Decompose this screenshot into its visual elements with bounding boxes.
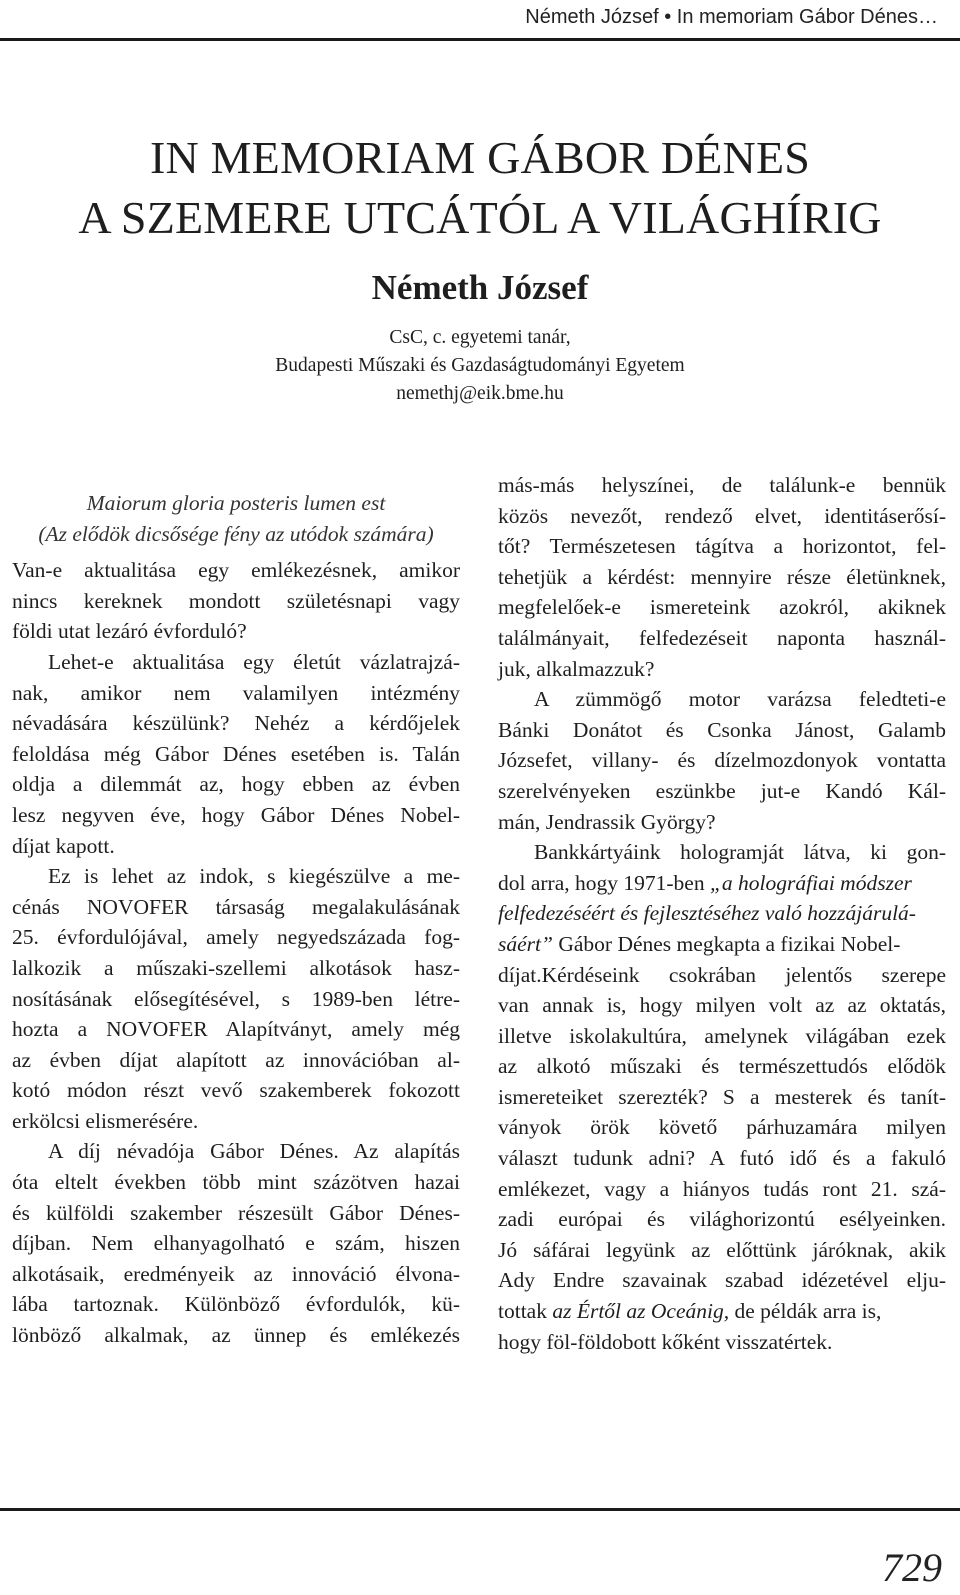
text-line: lesz negyven éve, hogy Gábor Dénes Nobel- [12,802,460,827]
text-line [498,929,946,960]
text-line: van annak is, hogy milyen volt az az oktatás, [498,993,946,1018]
page-number: 729 [882,1545,942,1590]
text-line: Jó sáfárai legyünk az előttünk járóknak, akik [498,1237,946,1262]
text-span: de példák arra is, [734,1299,882,1324]
text-line: földi utat lezáró évforduló? [12,619,247,644]
left-column [12,470,460,1351]
text-line: mán, Jendrassik György? [498,809,716,834]
text-line: díjat kapott. [12,833,115,858]
text-line: zadi európai és világhorizontú esélyeinken. [498,1207,946,1232]
text-line: találmányait, felfedezéseit naponta használ- [498,625,946,650]
author-name: Németh József [371,268,589,307]
text-line [498,1296,946,1327]
text-line: Ady Endre szavainak szabad idézetével elju- [498,1268,946,1293]
affiliation-degree: CsC, c. egyetemi tanár, [389,327,571,348]
text-line: Józsefet, villany- és dízelmozdonyok vontatta [498,748,946,773]
motto-translation: (Az elődök dicsősége fény az utódok számára) [38,521,434,546]
text-line: nak, amikor nem valamilyen intézmény [12,680,460,705]
text-line: névadására készülünk? Nehéz a kérdőjelek [12,711,460,736]
text-line: tőt? Természetesen tágítva a horizontot, fel- [498,534,946,559]
quote-italic: sáért” [498,931,553,956]
text-span: dol arra, hogy 1971-ben [498,870,705,895]
text-line: más-más helyszínei, de találunk-e bennük [498,473,946,497]
motto [12,488,460,549]
text-line: ismereteiket szerezték? S a mesterek és tanít- [498,1084,946,1109]
quote-italic: „a holográfiai módszer [709,870,912,895]
affiliation-university: Budapesti Műszaki és Gazdaságtudományi Egyetem [275,355,685,376]
text-line: lalkozik a műszaki-szellemi alkotások hasz- [12,955,460,980]
text-line [498,868,946,899]
text-line: óta eltelt években több mint százötven hazai [12,1170,460,1195]
text-line: erkölcsi elismerésére. [12,1108,199,1133]
text-line: díjban. Nem elhanyagolható e szám, hiszen [12,1231,460,1256]
motto-latin: Maiorum gloria posteris lumen est [86,491,386,515]
text-line: díjat.Kérdéseink csokrában jelentős szerepe [498,962,946,987]
text-line: A zümmögő motor varázsa feledteti-e [534,687,946,712]
text-line: hogy föl-földobott kőként visszatértek. [498,1329,833,1354]
text-line: közös nevezőt, rendező elvet, identitáserősí- [498,503,946,528]
text-line: lönböző alkalmak, az ünnep és emlékezés [12,1323,460,1348]
bottom-rule [0,1508,960,1511]
text-line: Bánki Donátot és Csonka Jánost, Galamb [498,717,946,742]
text-line: az évben díjat alapított az innovációban al- [12,1047,460,1072]
text-line: és külföldi szakember részesült Gábor Dénes- [12,1200,460,1225]
text-span: tottak [498,1299,547,1324]
text-line: választ tudunk adni? A futó idő és a fakuló [498,1146,946,1171]
text-line: emlékezet, vagy a hiányos tudás ront 21. szá- [498,1176,946,1201]
author-email: nemethj@eik.bme.hu [396,383,564,404]
right-column [498,470,946,1357]
text-line: nosításának elősegítésével, s 1989-ben létre- [12,986,460,1011]
text-line [498,898,946,929]
text-line: oldja a dilemmát az, hogy ebben az évben [12,772,460,797]
article-title [0,128,960,248]
text-line: Lehet-e aktualitása egy életút vázlatrajzá- [48,649,460,674]
text-line: 25. évfordulójával, amely negyedszázada fog- [12,925,460,950]
title-italic: az Értől az Oceánig, [552,1299,730,1324]
text-span: Gábor Dénes megkapta a fizikai Nobel- [558,931,901,956]
text-line: Van-e aktualitása egy emlékezésnek, amikor [12,558,460,583]
text-line: szerelvényeken eszünkbe jut-e Kandó Kál- [498,778,946,803]
text-line: hozta a NOVOFER Alapítványt, amely még [12,1017,460,1042]
text-line: nincs kereknek mondott születésnapi vagy [12,588,460,613]
text-line: alkotásaik, eredményeik az innováció élvona- [12,1261,460,1286]
text-line: az alkotó műszaki és természettudós elődök [498,1054,946,1079]
running-head: Németh József • In memoriam Gábor Dénes… [525,6,938,28]
text-line: juk, alkalmazzuk? [498,656,655,681]
text-line: megfelelőek-e ismereteink azokról, akiknek [498,595,946,620]
text-line: tehetjük a kérdést: mennyire része életünknek, [498,564,946,589]
author-affiliation [0,324,960,408]
text-line: Bankkártyáink hologramját látva, ki gon- [534,840,946,865]
text-line: feloldása még Gábor Dénes esetében is. Talán [12,741,460,766]
quote-italic: felfedezéséért és fejlesztéséhez való hozzájárulá- [498,901,916,926]
text-line: kotó módon részt vevő szakemberek fokozott [12,1078,460,1103]
title-line: A SZEMERE UTCÁTÓL A VILÁGHÍRIG [78,192,882,243]
text-line: illetve iskolakultúra, amelynek világában ezek [498,1023,946,1048]
text-line: lába tartoznak. Különböző évfordulók, kü- [12,1292,460,1317]
text-line: cénás NOVOFER társaság megalakulásának [12,894,460,919]
text-line: A díj névadója Gábor Dénes. Az alapítás [48,1139,460,1164]
text-line: Ez is lehet az indok, s kiegészülve a me- [48,864,460,889]
top-rule [0,38,960,41]
text-line: ványok örök követő párhuzamára milyen [498,1115,946,1140]
title-line: IN MEMORIAM GÁBOR DÉNES [149,132,811,183]
